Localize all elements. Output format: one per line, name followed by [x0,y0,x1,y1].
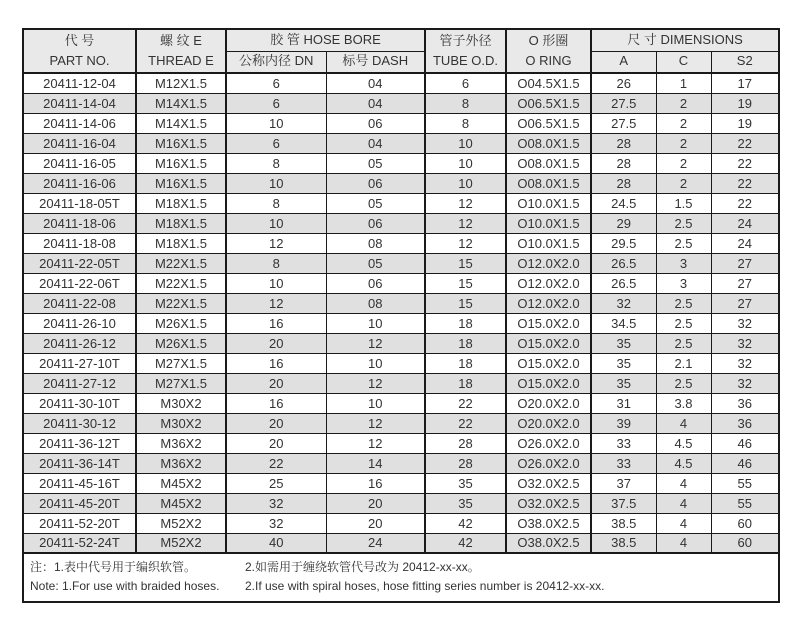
cell-dn: 40 [226,533,326,553]
cell-tube-od: 35 [425,473,506,493]
cell-dim-a: 29 [591,213,656,233]
cell-part-no: 20411-22-06T [23,273,136,293]
cell-dim-s2: 24 [711,233,779,253]
cell-part-no: 20411-27-10T [23,353,136,373]
cell-dim-a: 37 [591,473,656,493]
cell-dim-a: 26 [591,73,656,93]
note-zh-2: 2.如需用于缠绕软管代号改为 20412-xx-xx。 [245,560,480,574]
cell-dn: 6 [226,93,326,113]
cell-dim-s2: 27 [711,273,779,293]
cell-dash: 06 [326,113,425,133]
cell-dn: 10 [226,273,326,293]
cell-dash: 04 [326,133,425,153]
cell-tube-od: 18 [425,313,506,333]
table-body [23,73,779,553]
cell-thread: M16X1.5 [136,153,226,173]
cell-part-no: 20411-18-08 [23,233,136,253]
table-header [23,29,779,73]
cell-dim-a: 28 [591,153,656,173]
cell-dim-s2: 60 [711,513,779,533]
cell-thread: M30X2 [136,393,226,413]
cell-o-ring: O15.0X2.0 [506,373,591,393]
header-thread-zh: 螺 纹 E [160,32,202,48]
cell-tube-od: 18 [425,353,506,373]
header-tube-od-zh: 管子外径 [439,32,492,48]
header-o-ring-zh: O 形圈 [528,32,569,48]
table-row [23,293,779,313]
cell-dn: 22 [226,453,326,473]
cell-o-ring: O10.0X1.5 [506,233,591,253]
header-part-no-zh: 代 号 [64,32,95,48]
cell-dim-c: 3 [656,253,711,273]
cell-dim-c: 2.5 [656,373,711,393]
cell-o-ring: O10.0X1.5 [506,193,591,213]
cell-part-no: 20411-45-16T [23,473,136,493]
cell-part-no: 20411-18-06 [23,213,136,233]
cell-dim-a: 26.5 [591,273,656,293]
cell-dim-c: 2 [656,173,711,193]
header-dim-a: A [591,51,656,73]
cell-thread: M45X2 [136,493,226,513]
cell-dn: 20 [226,333,326,353]
cell-o-ring: O38.0X2.5 [506,533,591,553]
cell-part-no: 20411-14-06 [23,113,136,133]
cell-dim-a: 33 [591,433,656,453]
cell-thread: M12X1.5 [136,73,226,93]
cell-tube-od: 28 [425,433,506,453]
cell-dim-a: 27.5 [591,93,656,113]
cell-o-ring: O08.0X1.5 [506,153,591,173]
cell-dash: 12 [326,413,425,433]
cell-thread: M36X2 [136,433,226,453]
table-row [23,413,779,433]
header-o-ring [506,29,591,73]
cell-thread: M16X1.5 [136,133,226,153]
cell-dim-a: 28 [591,133,656,153]
cell-dim-s2: 36 [711,393,779,413]
cell-tube-od: 35 [425,493,506,513]
table-row [23,73,779,93]
cell-dn: 8 [226,153,326,173]
cell-dn: 20 [226,433,326,453]
cell-dash: 12 [326,333,425,353]
header-dim-s2: S2 [711,51,779,73]
cell-dn: 6 [226,133,326,153]
cell-dim-a: 38.5 [591,533,656,553]
cell-dim-a: 35 [591,333,656,353]
cell-tube-od: 15 [425,273,506,293]
cell-dash: 06 [326,173,425,193]
cell-o-ring: O04.5X1.5 [506,73,591,93]
cell-dn: 25 [226,473,326,493]
header-part-no [23,29,136,73]
cell-thread: M18X1.5 [136,213,226,233]
cell-dash: 05 [326,193,425,213]
cell-dash: 04 [326,93,425,113]
cell-part-no: 20411-12-04 [23,73,136,93]
note-en-2: 2.If use with spiral hoses, hose fitting series number is 20412-xx-xx. [245,578,605,593]
cell-dim-c: 4.5 [656,433,711,453]
table-row [23,273,779,293]
cell-dim-s2: 32 [711,313,779,333]
table-row [23,173,779,193]
cell-o-ring: O26.0X2.0 [506,453,591,473]
header-tube-od-en: TUBE O.D. [432,53,498,68]
cell-dim-s2: 22 [711,153,779,173]
cell-thread: M26X1.5 [136,333,226,353]
note-zh-1: 注：1.表中代号用于编织软管。 [30,560,197,574]
cell-dn: 8 [226,253,326,273]
cell-dim-s2: 32 [711,333,779,353]
header-dn: 公称内径 DN [226,51,326,73]
cell-thread: M27X1.5 [136,353,226,373]
table-row [23,333,779,353]
cell-dim-s2: 32 [711,373,779,393]
cell-dim-c: 3.8 [656,393,711,413]
cell-dim-a: 33 [591,453,656,473]
cell-dash: 10 [326,313,425,333]
cell-o-ring: O15.0X2.0 [506,313,591,333]
cell-part-no: 20411-52-24T [23,533,136,553]
cell-dim-s2: 19 [711,113,779,133]
cell-dim-s2: 55 [711,493,779,513]
cell-dim-c: 3 [656,273,711,293]
cell-dash: 06 [326,213,425,233]
cell-o-ring: O08.0X1.5 [506,133,591,153]
cell-tube-od: 18 [425,373,506,393]
cell-tube-od: 12 [425,193,506,213]
cell-dash: 05 [326,253,425,273]
cell-thread: M14X1.5 [136,113,226,133]
header-dash: 标号 DASH [326,51,425,73]
cell-dn: 16 [226,313,326,333]
cell-o-ring: O26.0X2.0 [506,433,591,453]
cell-dim-c: 2 [656,93,711,113]
cell-dn: 10 [226,213,326,233]
cell-dn: 32 [226,513,326,533]
cell-dn: 8 [226,193,326,213]
cell-dim-s2: 55 [711,473,779,493]
cell-dn: 6 [226,73,326,93]
table-row [23,153,779,173]
cell-dn: 20 [226,373,326,393]
table-row [23,213,779,233]
cell-thread: M22X1.5 [136,293,226,313]
cell-dim-s2: 17 [711,73,779,93]
cell-o-ring: O32.0X2.5 [506,473,591,493]
cell-thread: M18X1.5 [136,193,226,213]
header-tube-od [425,29,506,73]
cell-part-no: 20411-22-05T [23,253,136,273]
cell-dim-a: 37.5 [591,493,656,513]
cell-dash: 14 [326,453,425,473]
cell-part-no: 20411-14-04 [23,93,136,113]
cell-dim-c: 2.1 [656,353,711,373]
cell-dim-c: 4 [656,413,711,433]
cell-dim-a: 24.5 [591,193,656,213]
cell-tube-od: 22 [425,413,506,433]
cell-part-no: 20411-45-20T [23,493,136,513]
table-footer [23,553,779,602]
cell-dim-c: 2 [656,153,711,173]
table-row [23,93,779,113]
cell-tube-od: 18 [425,333,506,353]
cell-dash: 20 [326,513,425,533]
cell-part-no: 20411-30-12 [23,413,136,433]
cell-dim-c: 2.5 [656,233,711,253]
cell-o-ring: O10.0X1.5 [506,213,591,233]
cell-part-no: 20411-36-14T [23,453,136,473]
cell-dim-s2: 46 [711,453,779,473]
cell-dn: 10 [226,113,326,133]
cell-dash: 12 [326,373,425,393]
table-row [23,233,779,253]
cell-part-no: 20411-18-05T [23,193,136,213]
cell-dim-c: 4.5 [656,453,711,473]
cell-dim-s2: 27 [711,253,779,273]
cell-dim-a: 29.5 [591,233,656,253]
cell-part-no: 20411-36-12T [23,433,136,453]
cell-dn: 12 [226,233,326,253]
cell-dim-s2: 19 [711,93,779,113]
cell-part-no: 20411-26-12 [23,333,136,353]
cell-dim-s2: 46 [711,433,779,453]
table-row [23,113,779,133]
cell-dim-c: 2 [656,113,711,133]
cell-dim-a: 35 [591,353,656,373]
cell-thread: M52X2 [136,513,226,533]
cell-thread: M14X1.5 [136,93,226,113]
cell-dim-c: 2.5 [656,293,711,313]
cell-dim-a: 34.5 [591,313,656,333]
cell-dim-c: 2.5 [656,213,711,233]
cell-thread: M22X1.5 [136,253,226,273]
cell-dash: 05 [326,153,425,173]
cell-part-no: 20411-27-12 [23,373,136,393]
cell-dash: 08 [326,293,425,313]
cell-tube-od: 22 [425,393,506,413]
cell-thread: M30X2 [136,413,226,433]
cell-dim-c: 4 [656,473,711,493]
cell-dash: 16 [326,473,425,493]
cell-dash: 12 [326,433,425,453]
table-row [23,453,779,473]
cell-thread: M52X2 [136,533,226,553]
cell-o-ring: O15.0X2.0 [506,333,591,353]
cell-tube-od: 8 [425,93,506,113]
cell-dash: 10 [326,353,425,373]
cell-dn: 32 [226,493,326,513]
cell-dim-s2: 22 [711,193,779,213]
cell-tube-od: 15 [425,253,506,273]
cell-o-ring: O06.5X1.5 [506,93,591,113]
cell-dn: 16 [226,393,326,413]
cell-part-no: 20411-30-10T [23,393,136,413]
cell-part-no: 20411-16-05 [23,153,136,173]
cell-thread: M26X1.5 [136,313,226,333]
cell-tube-od: 15 [425,293,506,313]
cell-dim-s2: 60 [711,533,779,553]
cell-part-no: 20411-26-10 [23,313,136,333]
cell-part-no: 20411-16-04 [23,133,136,153]
cell-thread: M27X1.5 [136,373,226,393]
cell-dash: 24 [326,533,425,553]
cell-dim-a: 27.5 [591,113,656,133]
cell-dim-c: 4 [656,493,711,513]
table-row [23,393,779,413]
cell-dash: 20 [326,493,425,513]
cell-tube-od: 42 [425,533,506,553]
cell-dim-a: 31 [591,393,656,413]
cell-dim-c: 1 [656,73,711,93]
header-dim-c: C [656,51,711,73]
table-row [23,193,779,213]
cell-tube-od: 10 [425,173,506,193]
cell-tube-od: 8 [425,113,506,133]
cell-dim-s2: 22 [711,173,779,193]
cell-o-ring: O12.0X2.0 [506,293,591,313]
cell-dim-a: 32 [591,293,656,313]
cell-dim-a: 28 [591,173,656,193]
header-o-ring-en: O RING [525,53,572,68]
table-row [23,433,779,453]
cell-part-no: 20411-22-08 [23,293,136,313]
cell-part-no: 20411-16-06 [23,173,136,193]
cell-dim-c: 2.5 [656,313,711,333]
cell-dash: 04 [326,73,425,93]
cell-dim-s2: 22 [711,133,779,153]
cell-dim-a: 39 [591,413,656,433]
table-row [23,533,779,553]
cell-o-ring: O06.5X1.5 [506,113,591,133]
hose-fitting-spec-table [22,28,780,603]
cell-dim-s2: 32 [711,353,779,373]
cell-tube-od: 42 [425,513,506,533]
cell-dn: 12 [226,293,326,313]
cell-thread: M22X1.5 [136,273,226,293]
table-row [23,513,779,533]
header-group-hose-bore: 胶 管 HOSE BORE [226,29,425,51]
cell-thread: M45X2 [136,473,226,493]
table-row [23,353,779,373]
cell-thread: M36X2 [136,453,226,473]
cell-tube-od: 10 [425,133,506,153]
cell-dash: 10 [326,393,425,413]
cell-tube-od: 12 [425,233,506,253]
cell-tube-od: 10 [425,153,506,173]
cell-tube-od: 12 [425,213,506,233]
notes-cell [23,553,779,602]
cell-dn: 16 [226,353,326,373]
cell-dim-c: 1.5 [656,193,711,213]
table-row [23,373,779,393]
table-row [23,253,779,273]
cell-thread: M18X1.5 [136,233,226,253]
cell-o-ring: O38.0X2.5 [506,513,591,533]
cell-dash: 06 [326,273,425,293]
cell-o-ring: O20.0X2.0 [506,393,591,413]
header-part-no-en: PART NO. [49,53,110,68]
header-group-dimensions: 尺 寸 DIMENSIONS [591,29,779,51]
cell-dim-s2: 36 [711,413,779,433]
cell-dim-c: 2 [656,133,711,153]
table-row [23,133,779,153]
cell-dim-a: 35 [591,373,656,393]
cell-o-ring: O32.0X2.5 [506,493,591,513]
cell-dim-a: 26.5 [591,253,656,273]
cell-dim-c: 4 [656,533,711,553]
header-thread-en: THREAD E [148,53,214,68]
cell-o-ring: O20.0X2.0 [506,413,591,433]
table-row [23,473,779,493]
cell-dim-a: 38.5 [591,513,656,533]
cell-dim-c: 2.5 [656,333,711,353]
cell-dn: 20 [226,413,326,433]
cell-o-ring: O08.0X1.5 [506,173,591,193]
cell-dim-c: 4 [656,513,711,533]
note-en-1: Note: 1.For use with braided hoses. [30,578,220,593]
cell-tube-od: 6 [425,73,506,93]
table-row [23,493,779,513]
header-thread [136,29,226,73]
cell-thread: M16X1.5 [136,173,226,193]
cell-dash: 08 [326,233,425,253]
cell-tube-od: 28 [425,453,506,473]
cell-dn: 10 [226,173,326,193]
cell-dim-s2: 24 [711,213,779,233]
cell-part-no: 20411-52-20T [23,513,136,533]
cell-o-ring: O15.0X2.0 [506,353,591,373]
table-row [23,313,779,333]
cell-o-ring: O12.0X2.0 [506,273,591,293]
notes [24,554,778,601]
cell-dim-s2: 27 [711,293,779,313]
cell-o-ring: O12.0X2.0 [506,253,591,273]
